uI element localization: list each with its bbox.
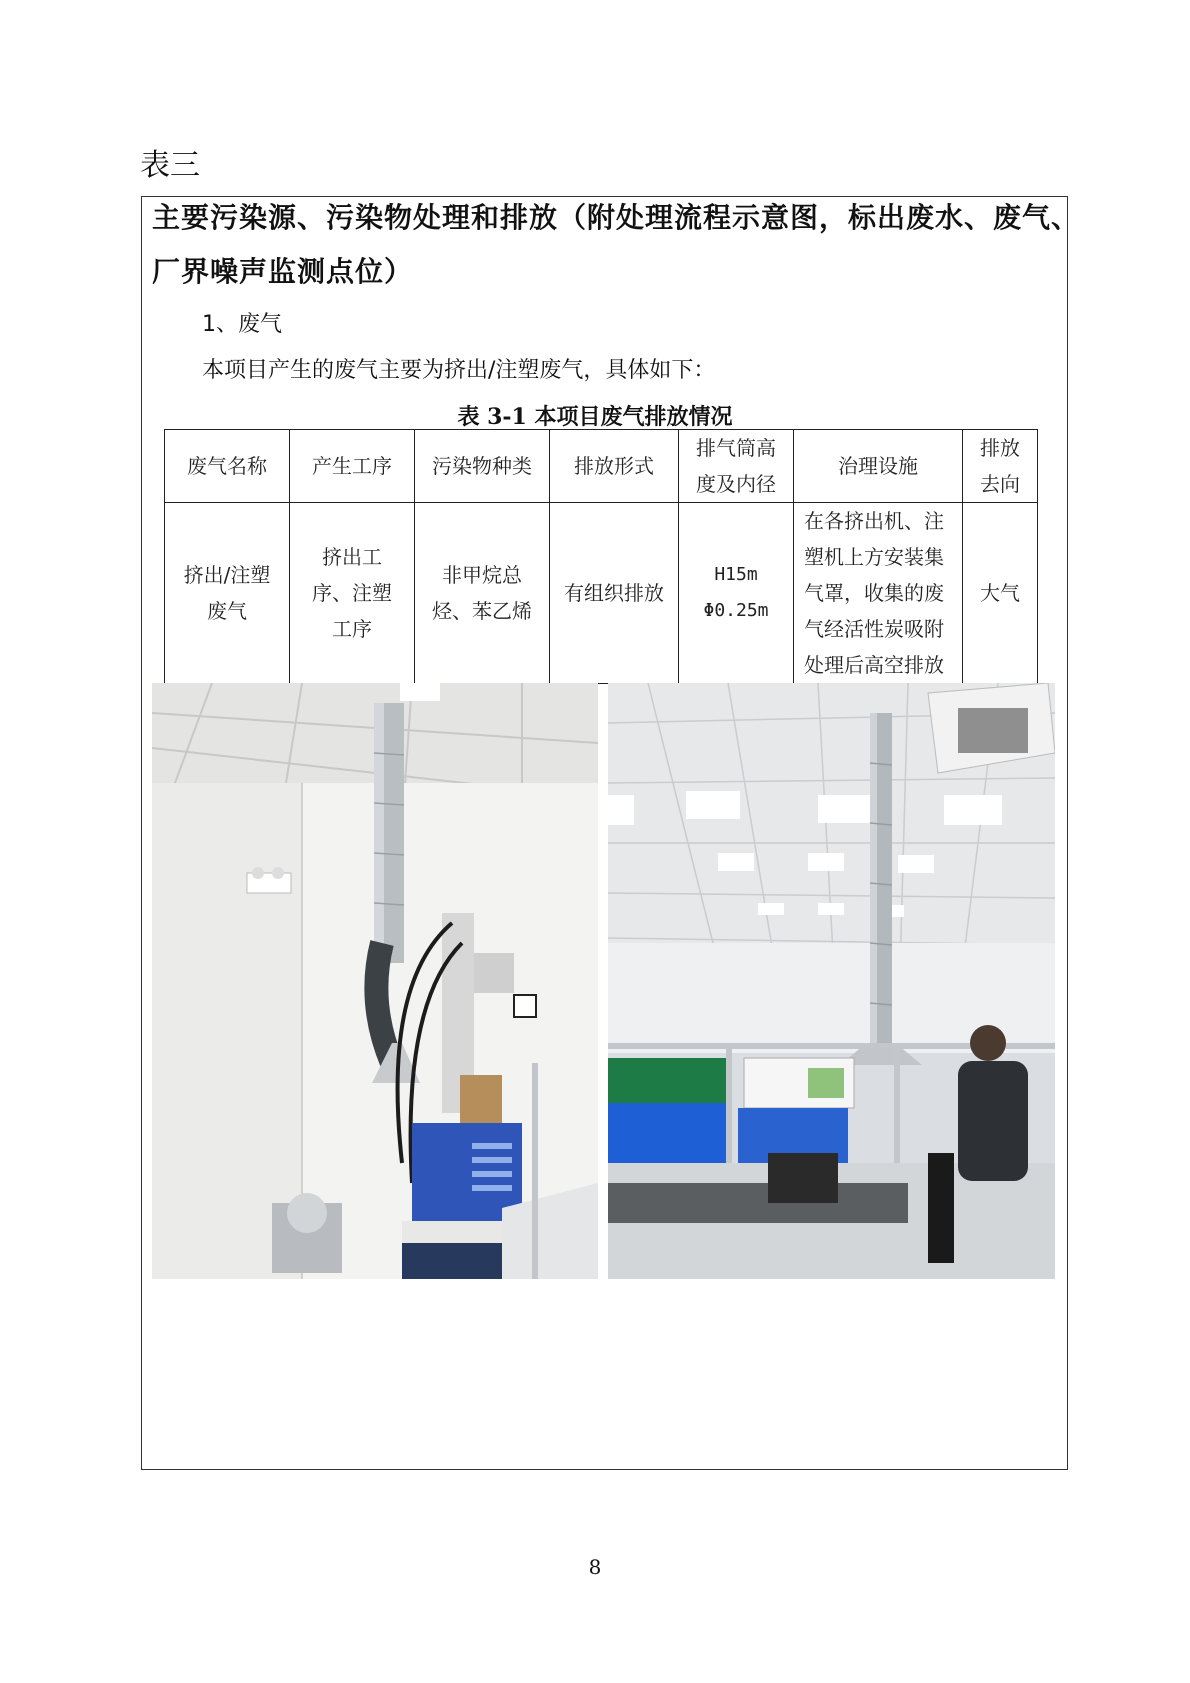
photo-illustration (608, 683, 1055, 1279)
header-cell: 排放 去向 (963, 430, 1038, 503)
header-cell: 污染物种类 (415, 430, 550, 503)
section-heading-line1: 主要污染源、污染物处理和排放（附处理流程示意图，标出废水、废气、 (152, 201, 1081, 234)
intro-paragraph: 本项目产生的废气主要为挤出/注塑废气，具体如下： (202, 358, 716, 383)
document-title: 表三 (140, 148, 200, 183)
cell-emission-form: 有组织排放 (550, 503, 679, 684)
cell-stack-size: H15m Φ0.25m (679, 503, 794, 684)
header-cell: 排气筒高 度及内径 (679, 430, 794, 503)
subsection-number: 1、废气 (202, 312, 282, 337)
cell-process: 挤出工 序、注塑 工序 (290, 503, 415, 684)
header-cell: 废气名称 (165, 430, 290, 503)
header-cell: 治理设施 (794, 430, 963, 503)
emission-table (164, 429, 1038, 684)
photo-injection-machine-exhaust (152, 683, 598, 1279)
header-cell: 排放形式 (550, 430, 679, 503)
section-heading-line2: 厂界噪声监测点位） (152, 255, 414, 288)
cell-destination: 大气 (963, 503, 1038, 684)
photo-illustration (152, 683, 598, 1279)
cell-gas-name: 挤出/注塑 废气 (165, 503, 290, 684)
cell-treatment: 在各挤出机、注 塑机上方安装集 气罩，收集的废 气经活性炭吸附 处理后高空排放 (794, 503, 963, 684)
cell-pollutants: 非甲烷总 烃、苯乙烯 (415, 503, 550, 684)
photo-workshop-exhaust-duct (608, 683, 1055, 1279)
table-header-row (165, 430, 1038, 503)
header-cell: 产生工序 (290, 430, 415, 503)
page-number: 8 (588, 1555, 602, 1579)
table-caption: 表 3-1 本项目废气排放情况 (457, 404, 733, 430)
table-row (165, 503, 1038, 684)
